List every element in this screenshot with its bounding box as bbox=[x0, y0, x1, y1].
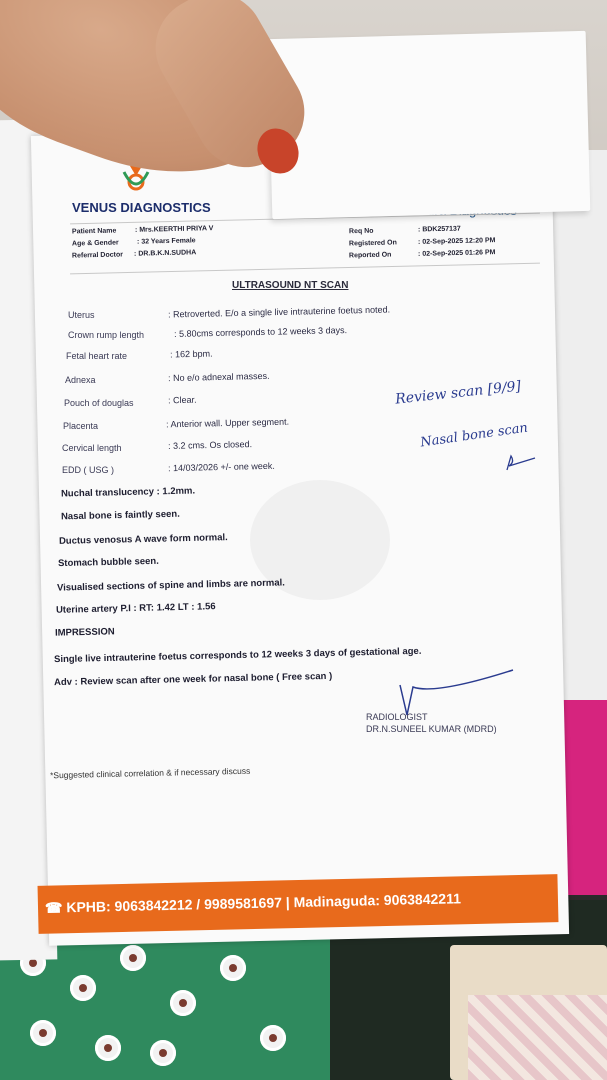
handwritten-nasal-note: Nasal bone scan bbox=[419, 420, 529, 451]
flower-shape bbox=[30, 1020, 56, 1046]
reported-label: Reported On bbox=[348, 251, 392, 260]
row-value: : 162 bpm. bbox=[169, 348, 213, 360]
row-label: Cervical length bbox=[62, 443, 122, 453]
radiologist-label: RADIOLOGIST bbox=[366, 712, 428, 722]
impression-heading: IMPRESSION bbox=[54, 626, 115, 639]
report-title: ULTRASOUND NT SCAN bbox=[232, 280, 349, 291]
row-value: : Clear. bbox=[167, 394, 197, 406]
flower-shape bbox=[150, 1040, 176, 1066]
phone-icon: ☎ bbox=[44, 899, 67, 916]
registered-value: : 02-Sep-2025 12:20 PM bbox=[417, 237, 496, 246]
age-gender-value: : 32 Years Female bbox=[136, 237, 196, 246]
row-label: Adnexa bbox=[65, 375, 96, 385]
finding-uterine-artery: Uterine artery P.I : RT: 1.42 LT : 1.56 bbox=[55, 601, 216, 616]
footer-text: KPHB: 9063842212 / 9989581697 | Madinaguda: 9063842211 bbox=[66, 890, 462, 916]
row-value: : No e/o adnexal masses. bbox=[167, 370, 270, 384]
brand-left: VENUS DIAGNOSTICS bbox=[72, 200, 211, 215]
req-no-value: : BDK257137 bbox=[417, 225, 461, 234]
flower-shape bbox=[70, 975, 96, 1001]
finding-spine: Visualised sections of spine and limbs are normal. bbox=[56, 577, 286, 594]
row-label: EDD ( USG ) bbox=[62, 465, 115, 475]
flower-shape bbox=[260, 1025, 286, 1051]
flower-shape bbox=[220, 955, 246, 981]
folded-corner bbox=[268, 31, 591, 219]
row-label: Pouch of douglas bbox=[64, 398, 134, 408]
row-label: Crown rump length bbox=[68, 330, 145, 340]
flower-shape bbox=[95, 1035, 121, 1061]
reported-value: : 02-Sep-2025 01:26 PM bbox=[417, 249, 496, 258]
flower-shape bbox=[170, 990, 196, 1016]
notebook-pattern bbox=[468, 995, 607, 1080]
finding-nuchal: Nuchal translucency : 1.2mm. bbox=[60, 485, 196, 500]
row-value: : 3.2 cms. Os closed. bbox=[167, 439, 253, 451]
row-label: Placenta bbox=[63, 421, 99, 431]
row-label: Uterus bbox=[68, 310, 95, 320]
footnote: *Suggested clinical correlation & if necessary discuss bbox=[49, 765, 251, 781]
patient-name-value: : Mrs.KEERTHI PRIYA V bbox=[134, 225, 214, 234]
referral-value: : DR.B.K.N.SUDHA bbox=[133, 249, 197, 258]
impression-text: Single live intrauterine foetus corresponds to 12 weeks 3 days of gestational age. bbox=[53, 645, 422, 666]
flower-shape bbox=[120, 945, 146, 971]
age-gender-label: Age & Gender bbox=[71, 239, 119, 248]
finding-stomach: Stomach bubble seen. bbox=[57, 555, 159, 570]
handwritten-review-note: Review scan [9/9] bbox=[394, 378, 522, 408]
radiologist-name: DR.N.SUNEEL KUMAR (MDRD) bbox=[366, 724, 497, 734]
row-value: : Anterior wall. Upper segment. bbox=[165, 416, 290, 430]
registered-label: Registered On bbox=[348, 239, 397, 248]
finding-nasal: Nasal bone is faintly seen. bbox=[60, 508, 180, 523]
finding-ductus: Ductus venosus A wave form normal. bbox=[58, 532, 228, 547]
referral-label: Referral Doctor bbox=[71, 251, 124, 260]
row-label: Fetal heart rate bbox=[66, 351, 128, 361]
row-value: : Retroverted. E/o a single live intrauterine foetus noted. bbox=[167, 304, 391, 320]
row-value: : 14/03/2026 +/- one week. bbox=[167, 460, 275, 474]
row-value: : 5.80cms corresponds to 12 weeks 3 days. bbox=[173, 325, 348, 339]
handwritten-mark bbox=[505, 452, 540, 472]
req-no-label: Req No bbox=[348, 227, 374, 236]
advice-text: Adv : Review scan after one week for nasal bone ( Free scan ) bbox=[53, 670, 333, 689]
patient-name-label: Patient Name bbox=[71, 227, 117, 236]
